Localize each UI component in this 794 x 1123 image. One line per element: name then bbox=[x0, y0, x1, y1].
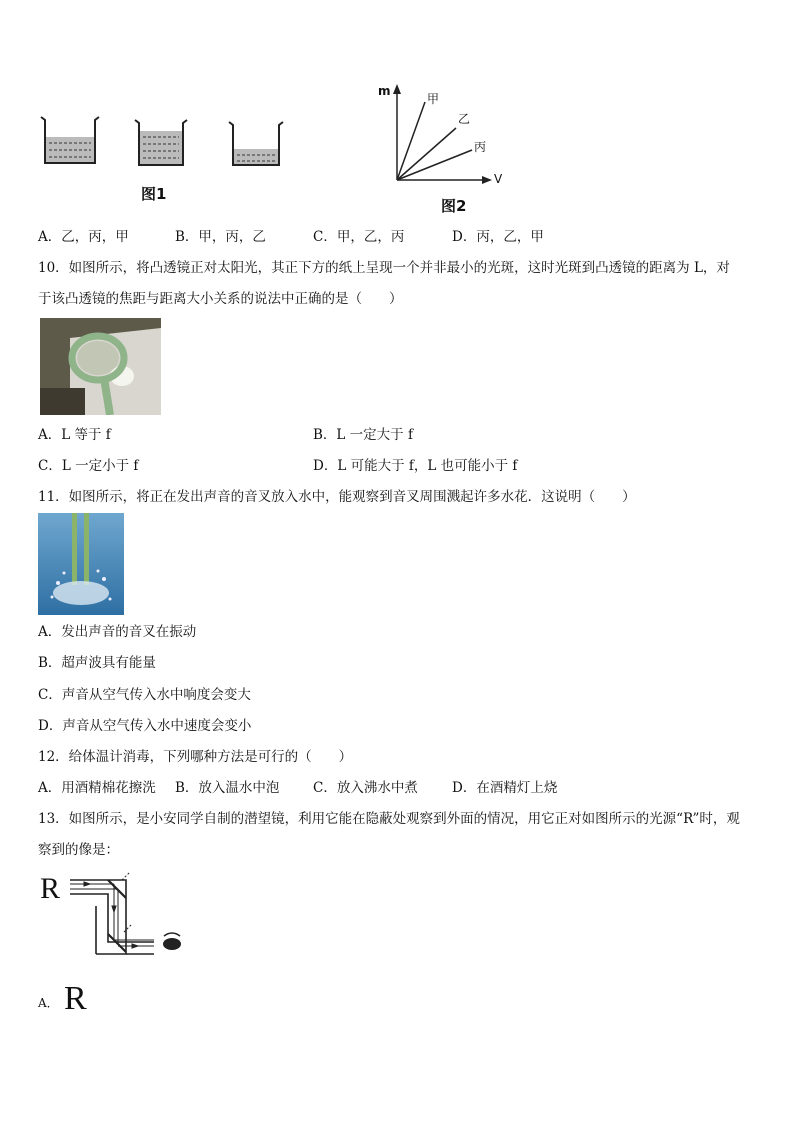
mv-graph bbox=[370, 80, 510, 218]
q9-option-d: D．丙，乙，甲 bbox=[452, 229, 544, 245]
q11-option-d: D．声音从空气传入水中速度会变小 bbox=[38, 718, 252, 734]
q12-option-c: C．放入沸水中煮 bbox=[313, 780, 418, 796]
q11-option-a: A．发出声音的音叉在振动 bbox=[38, 624, 197, 640]
label-jia: 甲 bbox=[427, 92, 440, 106]
q10-lens-photo bbox=[40, 318, 161, 415]
q9-option-c: C．甲，乙，丙 bbox=[313, 229, 405, 245]
magnifier-photo bbox=[40, 318, 161, 415]
q11-stem: 11．如图所示，将正在发出声音的音叉放入水中，能观察到音叉周围溅起许多水花．这说明（ ） bbox=[38, 489, 636, 505]
beakers-illustration bbox=[35, 105, 305, 205]
figure-2-caption: 图2 bbox=[441, 197, 467, 215]
q11-tuning-fork-photo bbox=[38, 513, 124, 615]
q13-option-a-image: R bbox=[64, 980, 87, 1017]
q9-option-a: A．乙，丙，甲 bbox=[38, 229, 129, 245]
q12-option-d: D．在酒精灯上烧 bbox=[452, 780, 558, 796]
figure-1-beakers bbox=[35, 105, 305, 205]
q13-stem-line2: 察到的像是： bbox=[38, 842, 119, 858]
x-axis-label: V bbox=[494, 172, 503, 186]
figure-1-caption: 图1 bbox=[141, 185, 167, 203]
q12-option-b: B．放入温水中泡 bbox=[175, 780, 280, 796]
tuning-fork-water-photo bbox=[38, 513, 124, 615]
q12-stem: 12．给体温计消毒，下列哪种方法是可行的（ ） bbox=[38, 749, 353, 765]
figure-2-mv-graph bbox=[370, 80, 510, 218]
beaker-3 bbox=[229, 122, 283, 165]
periscope-diagram bbox=[38, 872, 188, 962]
q9-option-b: B．甲，丙，乙 bbox=[175, 229, 266, 245]
beaker-2 bbox=[135, 120, 187, 165]
q13-option-a-label: A． bbox=[38, 996, 59, 1010]
q10-option-b: B．L 一定大于 f bbox=[313, 427, 413, 443]
q13-periscope-figure bbox=[38, 872, 188, 962]
q13-stem-line1: 13．如图所示，是小安同学自制的潜望镜，利用它能在隐蔽处观察到外面的情况，用它正对如图所示的光源“R”时，观 bbox=[38, 811, 740, 827]
q10-option-d: D．L 可能大于 f，L 也可能小于 f bbox=[313, 458, 518, 474]
label-bing: 丙 bbox=[474, 140, 487, 154]
q11-option-c: C．声音从空气传入水中响度会变大 bbox=[38, 687, 251, 703]
q10-stem-line1: 10．如图所示，将凸透镜正对太阳光，其正下方的纸上呈现一个并非最小的光斑，这时光斑到凸透镜的距离为 L，对 bbox=[38, 260, 730, 276]
label-yi: 乙 bbox=[458, 112, 471, 126]
light-source-letter: R bbox=[40, 872, 61, 905]
beaker-1 bbox=[41, 117, 99, 163]
q12-option-a: A．用酒精棉花擦洗 bbox=[38, 780, 156, 796]
eye-icon bbox=[163, 933, 181, 950]
q11-option-b: B．超声波具有能量 bbox=[38, 655, 156, 671]
q10-option-c: C．L 一定小于 f bbox=[38, 458, 139, 474]
q10-option-a: A．L 等于 f bbox=[38, 427, 111, 443]
y-axis-label: m bbox=[378, 84, 391, 98]
line-bing bbox=[397, 150, 472, 180]
q10-stem-line2: 于该凸透镜的焦距与距离大小关系的说法中正确的是（ ） bbox=[38, 291, 403, 307]
